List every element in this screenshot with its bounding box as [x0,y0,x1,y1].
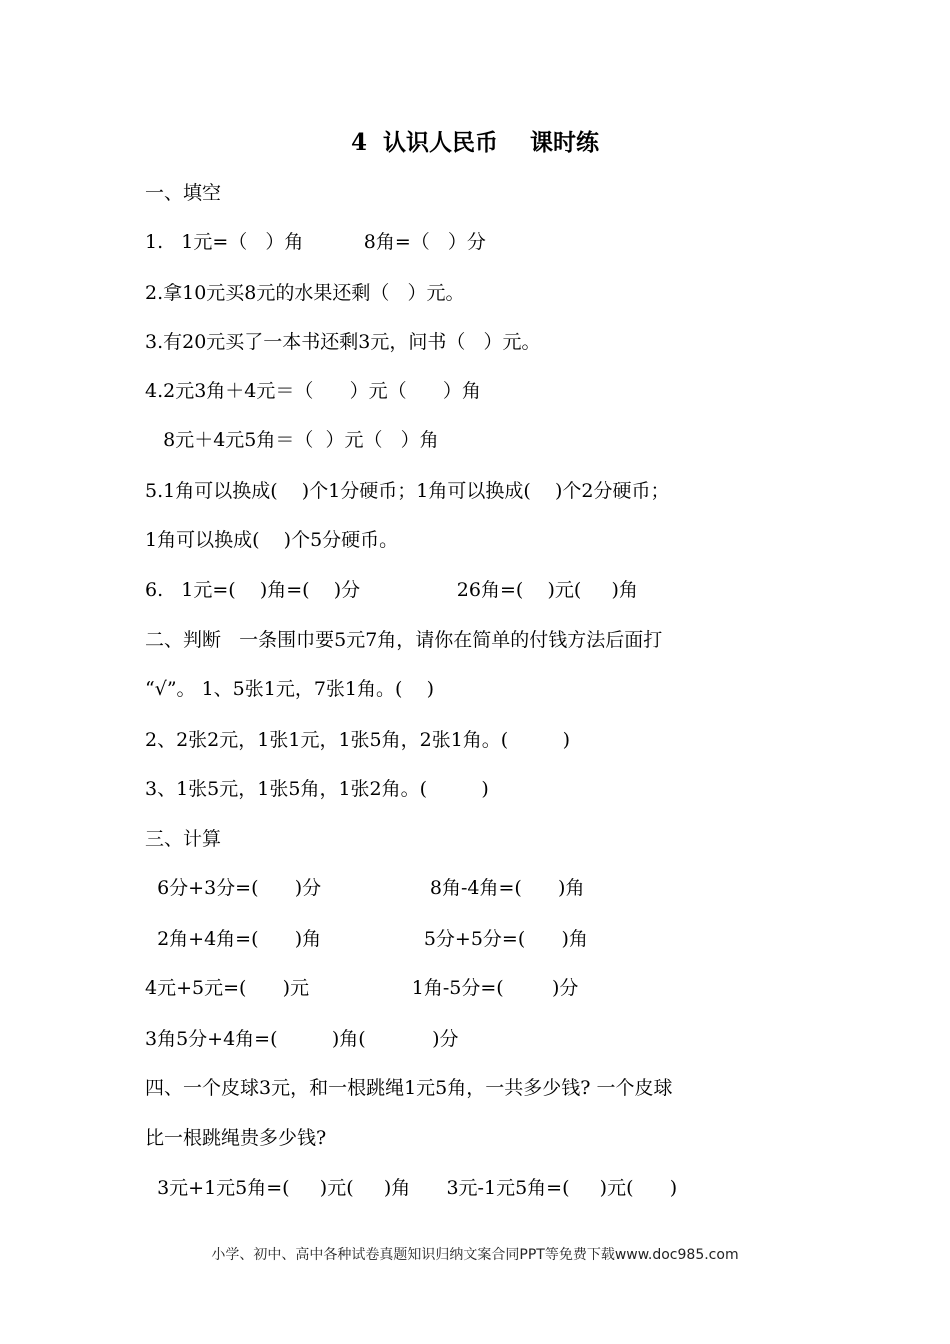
question-line: 1. 1元=（ ）角 8角=（ ）分 [145,231,486,253]
question-line: 3角5分+4角=( )角( )分 [145,1028,459,1050]
question-line: 2角+4角=( )角 5分+5分=( )角 [145,928,588,950]
section-heading-fill-blank: 一、填空 [145,182,222,204]
question-line: 6. 1元=( )角=( )分 26角=( )元( )角 [145,579,638,601]
question-line: 2、2张2元，1张1元，1张5角，2张1角。( ) [145,729,570,751]
question-line: 4.2元3角＋4元＝（ ）元（ ）角 [145,380,481,402]
page-footer: 小学、初中、高中各种试卷真题知识归纳文案合同PPT等免费下载www.doc985.com [211,1247,739,1263]
question-line: “√”。 1、5张1元，7张1角。( ) [145,678,434,700]
question-line: 1角可以换成( )个5分硬币。 [145,529,399,551]
question-line: 8元＋4元5角＝（ ）元（ ）角 [145,429,439,451]
section-heading-calculate: 三、计算 [145,828,222,850]
question-line: 4元+5元=( )元 1角-5分=( )分 [145,977,579,999]
question-line: 3元+1元5角=( )元( )角 3元-1元5角=( )元( ) [145,1177,678,1199]
section-heading-judge: 二、判断 一条围巾要5元7角，请你在简单的付钱方法后面打 [145,629,663,651]
question-line: 2.拿10元买8元的水果还剩（ ）元。 [145,282,465,304]
page-title: 4 认识人民币 课时练 [350,129,600,156]
question-line: 6分+3分=( )分 8角-4角=( )角 [145,877,585,899]
question-line: 3、1张5元，1张5角，1张2角。( ) [145,778,489,800]
question-line: 3.有20元买了一本书还剩3元，问书（ ）元。 [145,331,541,353]
section-heading-word-problem: 四、一个皮球3元，和一根跳绳1元5角，一共多少钱? 一个皮球 [145,1077,673,1099]
question-line: 比一根跳绳贵多少钱? [145,1127,327,1149]
question-line: 5.1角可以换成( )个1分硬币；1角可以换成( )个2分硬币； [145,480,670,502]
